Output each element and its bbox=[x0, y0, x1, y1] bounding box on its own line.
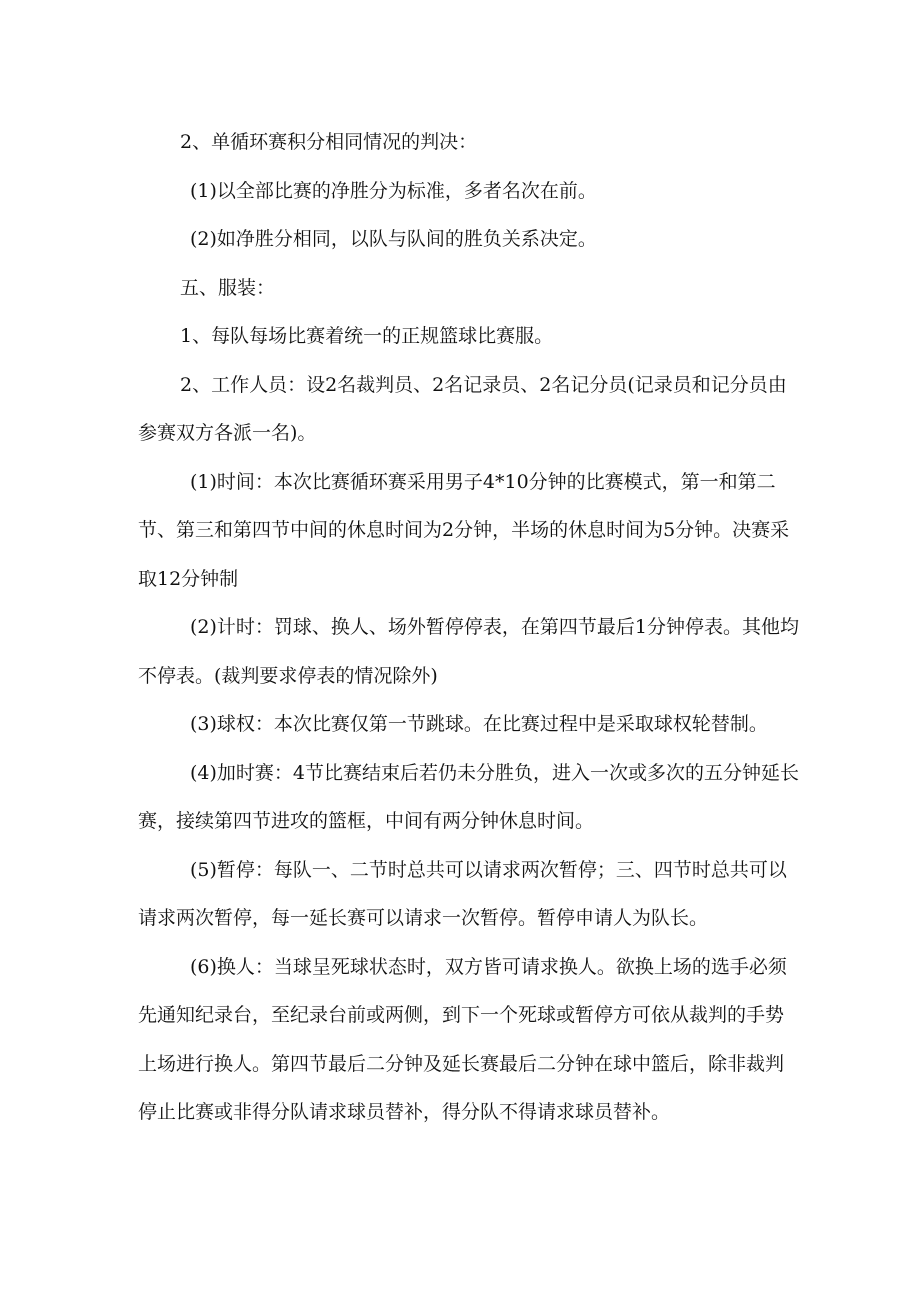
paragraph-timeout: (5)暂停：每队一、二节时总共可以请求两次暂停；三、四节时总共可以请求两次暂停，每一延长赛可以请求一次暂停。暂停申请人为队长。 bbox=[138, 858, 787, 929]
document-body bbox=[138, 118, 800, 1137]
paragraph-tiebreak-rule-2: (2)如净胜分相同，以队与队间的胜负关系决定。 bbox=[190, 228, 597, 250]
paragraph-uniform: 1、每队每场比赛着统一的正规篮球比赛服。 bbox=[180, 325, 554, 347]
paragraph-staff: 2、工作人员：设2名裁判员、2名记录员、2名记分员(记录员和记分员由参赛双方各派一名)。 bbox=[138, 373, 787, 444]
paragraph-possession: (3)球权：本次比赛仅第一节跳球。在比赛过程中是采取球权轮替制。 bbox=[190, 713, 768, 735]
paragraph-tiebreak-rule-1: (1)以全部比赛的净胜分为标准，多者名次在前。 bbox=[190, 179, 597, 202]
paragraph-substitution: (6)换人：当球呈死球状态时，双方皆可请求换人。欲换上场的选手必须先通知纪录台，至纪录台前或两侧，到下一个死球或暂停方可依从裁判的手势上场进行换人。第四节最后二分钟及延长赛最后二分钟在球中篮后，除非裁判停止比赛或非得分队请求球员替补，得分队不得请求球员替补。 bbox=[138, 955, 787, 1123]
paragraph-tiebreak-heading: 2、单循环赛积分相同情况的判决： bbox=[180, 131, 478, 153]
paragraph-timing: (2)计时：罚球、换人、场外暂停停表，在第四节最后1分钟停表。其他均不停表。(裁判要求停表的情况除外) bbox=[138, 616, 800, 687]
paragraph-time: (1)时间：本次比赛循环赛采用男子4*10分钟的比赛模式，第一和第二节、第三和第四节中间的休息时间为2分钟，半场的休息时间为5分钟。决赛采取12分钟制 bbox=[138, 470, 790, 590]
paragraph-overtime: (4)加时赛：4节比赛结束后若仍未分胜负，进入一次或多次的五分钟延长赛，接续第四节进攻的篮框，中间有两分钟休息时间。 bbox=[138, 761, 800, 832]
section-heading-attire: 五、服装： bbox=[180, 276, 276, 299]
